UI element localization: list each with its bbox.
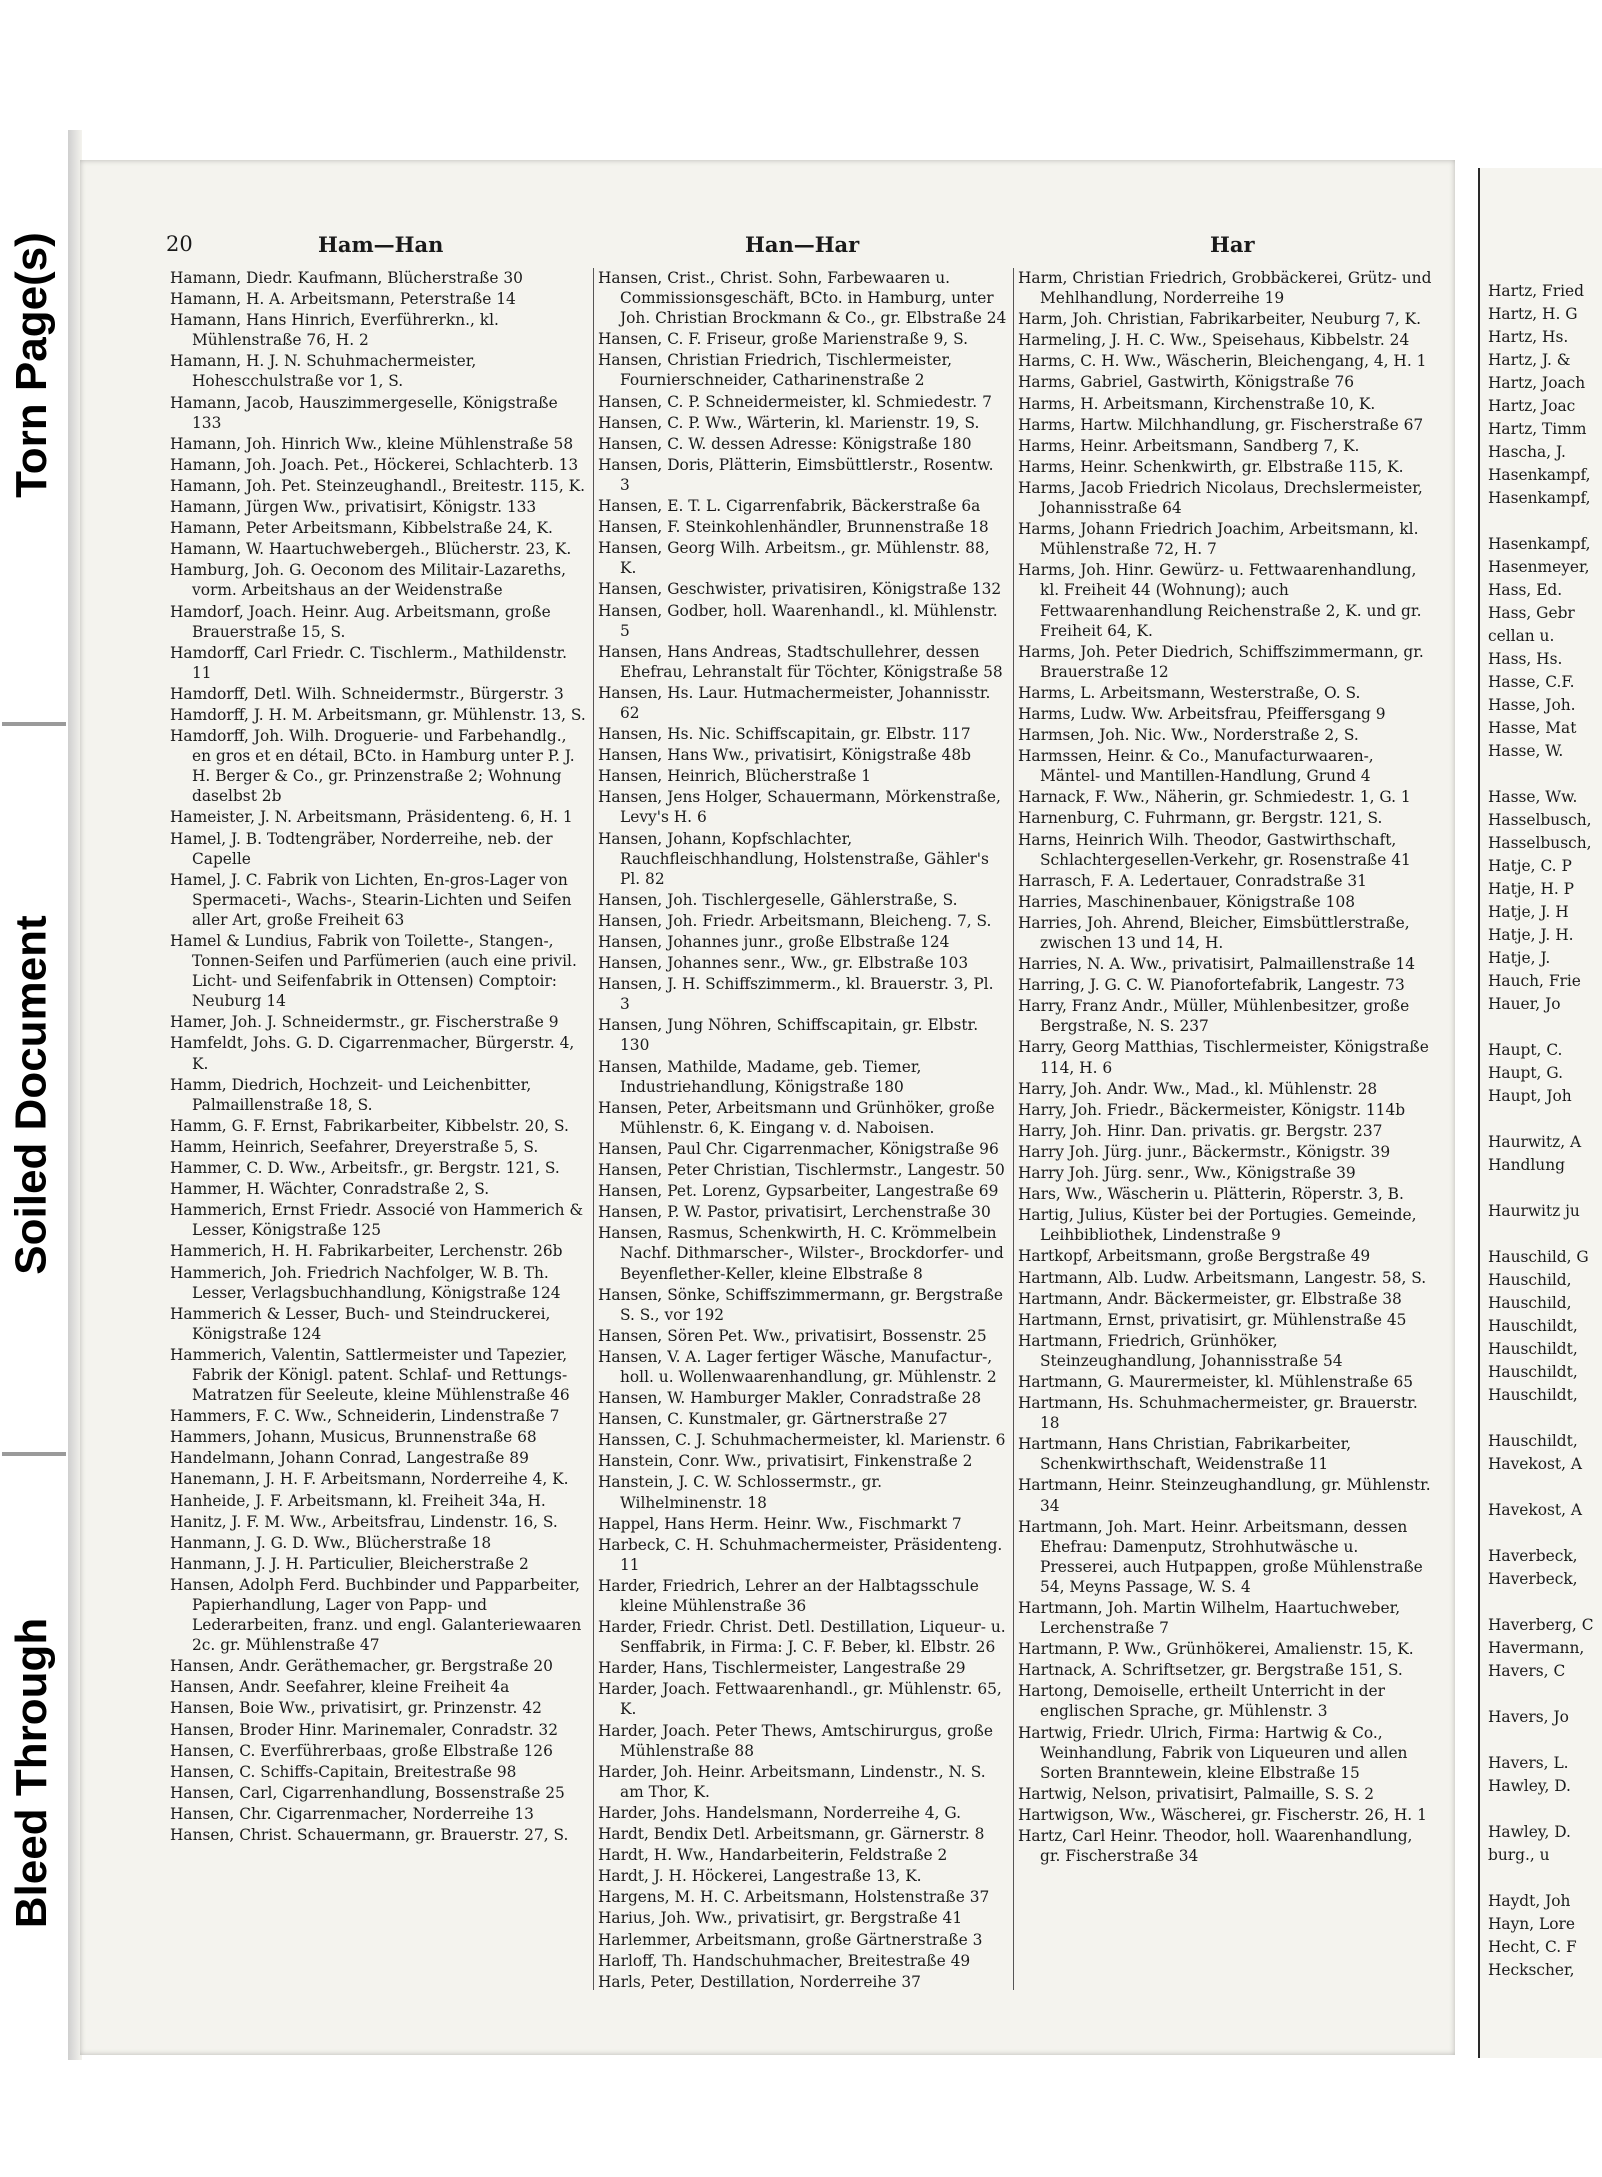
adjacent-entry-fragment — [1488, 1407, 1600, 1430]
sidebar — [0, 0, 70, 2177]
directory-entry: Harls, Peter, Destillation, Norderreihe 37 — [598, 1972, 921, 1991]
adjacent-entry-fragment — [1488, 763, 1600, 786]
directory-entry: Harder, Joach. Peter Thews, Amtschirurgus, große Mühlenstraße 88 — [598, 1721, 993, 1760]
directory-entry: Hansen, C. P. Ww., Wärterin, kl. Marienstr. 19, S. — [598, 413, 980, 432]
directory-entry: Hansen, F. Steinkohlenhändler, Brunnenstraße 18 — [598, 518, 989, 537]
directory-entry: Hartz, Carl Heinr. Theodor, holl. Waarenhandlung, gr. Fischerstraße 34 — [1018, 1827, 1413, 1866]
adjacent-entry-fragment — [1488, 1016, 1600, 1039]
directory-entry: Happel, Hans Herm. Heinr. Ww., Fischmarkt 7 — [598, 1514, 962, 1533]
directory-entry: Hamann, Jacob, Hauszimmergeselle, Königstraße 133 — [170, 393, 558, 432]
directory-entry: Hamdorf, Joach. Heinr. Aug. Arbeitsmann, große Brauerstraße 15, S. — [170, 602, 551, 641]
directory-entry: Harm, Joh. Christian, Fabrikarbeiter, Neuburg 7, K. — [1018, 310, 1422, 329]
adjacent-page-column — [1488, 280, 1600, 1979]
adjacent-entry-fragment: Hauschildt, — [1488, 1386, 1578, 1404]
adjacent-entry-fragment: Hauschild, G — [1488, 1248, 1589, 1266]
adjacent-entry-fragment: Hartz, Hs. — [1488, 328, 1569, 346]
directory-entry: Hanstein, J. C. W. Schlossermstr., gr. Wilhelminenstr. 18 — [598, 1473, 882, 1512]
adjacent-entry-fragment: cellan u. — [1488, 627, 1555, 645]
directory-entry: Hamel, J. C. Fabrik von Lichten, En-gros-Lager von Spermaceti-, Wachs-, Stearin-Lichten und Seifen aller Art, große Freiheit 63 — [170, 870, 572, 929]
adjacent-entry-fragment — [1488, 1591, 1600, 1614]
adjacent-entry-fragment: Haurwitz ju — [1488, 1202, 1580, 1220]
directory-entry: Hanmann, J. J. H. Particulier, Bleicherstraße 2 — [170, 1554, 529, 1573]
directory-entry: Hamann, Joh. Pet. Steinzeughandl., Breitestr. 115, K. — [170, 476, 586, 495]
adjacent-entry-fragment: Hasse, Ww. — [1488, 788, 1578, 806]
directory-entry: Hansen, Joh. Tischlergeselle, Gählerstraße, S. — [598, 890, 958, 909]
directory-entry: Hansen, Mathilde, Madame, geb. Tiemer, Industriehandlung, Königstraße 180 — [598, 1057, 922, 1096]
directory-entry: Harms, Hartw. Milchhandlung, gr. Fischerstraße 67 — [1018, 415, 1424, 434]
adjacent-entry-fragment: Haverbeck, — [1488, 1570, 1578, 1588]
directory-entry: Harms, C. H. Ww., Wäscherin, Bleichengang, 4, H. 1 — [1018, 352, 1427, 371]
directory-entry: Hartwig, Friedr. Ulrich, Firma: Hartwig & Co., Weinhandlung, Fabrik von Liqueuren und allen Sorten Branntewein, kleine Elbstraße 15 — [1018, 1723, 1408, 1782]
directory-entry: Harder, Hans, Tischlermeister, Langestraße 29 — [598, 1659, 966, 1678]
adjacent-entry-fragment: Hasse, W. — [1488, 742, 1564, 760]
directory-entry: Harms, Johann Friedrich Joachim, Arbeitsmann, kl. Mühlenstraße 72, H. 7 — [1018, 520, 1419, 559]
directory-entry: Hansen, Christian Friedrich, Tischlermeister, Fournierschneider, Catharinenstraße 2 — [598, 351, 953, 390]
directory-entry: Harder, Friedrich, Lehrer an der Halbtagsschule kleine Mühlenstraße 36 — [598, 1576, 979, 1615]
directory-entry: Harder, Joach. Fettwaarenhandl., gr. Mühlenstr. 65, K. — [598, 1680, 1002, 1719]
directory-entry: Hansen, Paul Chr. Cigarrenmacher, Königstraße 96 — [598, 1139, 999, 1158]
directory-entry: Hamdorff, J. H. M. Arbeitsmann, gr. Mühlenstr. 13, S. — [170, 705, 586, 724]
adjacent-entry-fragment — [1488, 1108, 1600, 1131]
directory-entry: Harries, Maschinenbauer, Königstraße 108 — [1018, 892, 1356, 911]
directory-entry: Hartmann, P. Ww., Grünhökerei, Amalienstr. 15, K. — [1018, 1640, 1414, 1659]
directory-entry: Hansen, V. A. Lager fertiger Wäsche, Manufactur-, holl. u. Wollenwaarenhandlung, gr. Mühlenstr. 2 — [598, 1347, 997, 1386]
directory-entry: Hansen, Doris, Plätterin, Eimsbüttlerstr., Rosentw. 3 — [598, 455, 994, 494]
directory-entry: Hartmann, Heinr. Steinzeughandlung, gr. Mühlenstr. 34 — [1018, 1476, 1431, 1515]
adjacent-entry-fragment: Hatje, J. — [1488, 949, 1551, 967]
directory-entry: Harms, Heinr. Schenkwirth, gr. Elbstraße 115, K. — [1018, 457, 1404, 476]
directory-entry: Harloff, Th. Handschuhmacher, Breitestraße 49 — [598, 1951, 971, 1970]
directory-entry: Hansen, P. W. Pastor, privatisirt, Lerchenstraße 30 — [598, 1203, 991, 1222]
adjacent-entry-fragment: Hawley, D. — [1488, 1823, 1571, 1841]
directory-entry: Hamel & Lundius, Fabrik von Toilette-, Stangen-, Tonnen-Seifen und Parfümerien (auch eine privil. Licht- und Seifenfabrik in Ottensen) Comptoir: Neuburg 14 — [170, 932, 577, 1011]
directory-entry: Hamer, Joh. J. Schneidermstr., gr. Fischerstraße 9 — [170, 1013, 559, 1032]
adjacent-entry-fragment: Haupt, C. — [1488, 1041, 1563, 1059]
adjacent-entry-fragment: Hasenkampf, — [1488, 535, 1591, 553]
directory-entry: Harry, Joh. Andr. Ww., Mad., kl. Mühlenstr. 28 — [1018, 1079, 1378, 1098]
adjacent-entry-fragment: Havekost, A — [1488, 1455, 1582, 1473]
directory-entry: Harms, Jacob Friedrich Nicolaus, Drechslermeister, Johannisstraße 64 — [1018, 478, 1423, 518]
directory-entry: Harms, H. Arbeitsmann, Kirchenstraße 10, K. — [1018, 394, 1376, 413]
directory-entry: Hamann, W. Haartuchwebergeh., Blücherstr. 23, K. — [170, 540, 572, 559]
directory-entry: Hansen, Joh. Friedr. Arbeitsmann, Bleicheng. 7, S. — [598, 911, 992, 930]
bleed-through-label: Bleed Through — [7, 1617, 56, 1928]
directory-entry: Hamm, Diedrich, Hochzeit- und Leichenbitter, Palmaillenstraße 18, S. — [170, 1075, 532, 1114]
directory-entry: Hansen, Hans Ww., privatisirt, Königstraße 48b — [598, 746, 971, 765]
directory-column-1 — [170, 268, 588, 1988]
page-number: 20 — [166, 232, 193, 256]
directory-entry: Harder, Friedr. Christ. Detl. Destillation, Liqueur- u. Senffabrik, in Firma: J. C. F. Beber, kl. Elbstr. 26 — [598, 1618, 1006, 1657]
adjacent-entry-fragment: Hass, Hs. — [1488, 650, 1563, 668]
directory-entry: Hammerich, Valentin, Sattlermeister und Tapezier, Fabrik der Königl. patent. Schlaf- und Rettungs-Matratzen für Seeleute, kleine Mühlenstraße 46 — [170, 1345, 570, 1405]
adjacent-entry-fragment: Havekost, A — [1488, 1501, 1582, 1519]
directory-entry: Hansen, E. T. L. Cigarrenfabrik, Bäckerstraße 6a — [598, 497, 981, 516]
directory-entry: Hansen, Johann, Kopfschlachter, Rauchfleischhandlung, Holstenstraße, Gähler's Pl. 82 — [598, 829, 989, 888]
adjacent-entry-fragment: Hauschildt, — [1488, 1317, 1578, 1335]
directory-entry: Hartmann, Hans Christian, Fabrikarbeiter, Schenkwirthschaft, Weidenstraße 11 — [1018, 1435, 1352, 1474]
adjacent-entry-fragment: Hasse, C.F. — [1488, 673, 1575, 691]
directory-entry: Hardt, Bendix Detl. Arbeitsmann, gr. Gärnerstr. 8 — [598, 1825, 985, 1844]
sidebar-separator — [2, 1452, 66, 1456]
adjacent-entry-fragment: Hauer, Jo — [1488, 995, 1561, 1013]
directory-entry: Hartmann, Friedrich, Grünhöker, Steinzeughandlung, Johannisstraße 54 — [1018, 1331, 1343, 1370]
adjacent-entry-fragment — [1488, 510, 1600, 533]
directory-column-3 — [1018, 268, 1436, 1988]
torn-pages-label: Torn Page(s) — [7, 232, 56, 498]
adjacent-entry-fragment: Hass, Gebr — [1488, 604, 1575, 622]
directory-entry: Hargens, M. H. C. Arbeitsmann, Holstenstraße 37 — [598, 1888, 990, 1907]
adjacent-entry-fragment — [1488, 1683, 1600, 1706]
directory-entry: Hammerich, Joh. Friedrich Nachfolger, W. B. Th. Lesser, Verlagsbuchhandlung, Königstraße 124 — [170, 1263, 561, 1302]
directory-entry: Hamm, Heinrich, Seefahrer, Dreyerstraße 5, S. — [170, 1137, 539, 1156]
adjacent-entry-fragment — [1488, 1223, 1600, 1246]
directory-entry: Hartmann, Ernst, privatisirt, gr. Mühlenstraße 45 — [1018, 1310, 1407, 1329]
directory-entry: Hansen, J. H. Schiffszimmerm., kl. Brauerstr. 3, Pl. 3 — [598, 975, 994, 1014]
directory-entry: Harius, Joh. Ww., privatisirt, gr. Bergstraße 41 — [598, 1909, 963, 1928]
directory-entry: Harry, Joh. Friedr., Bäckermeister, Königstr. 114b — [1018, 1100, 1406, 1119]
adjacent-entry-fragment — [1488, 1177, 1600, 1200]
adjacent-entry-fragment: Hatje, J. H — [1488, 903, 1569, 921]
directory-entry: Hammerich & Lesser, Buch- und Steindruckerei, Königstraße 124 — [170, 1304, 551, 1343]
directory-entry: Hamm, G. F. Ernst, Fabrikarbeiter, Kibbelstr. 20, S. — [170, 1116, 569, 1135]
directory-entry: Harry, Joh. Hinr. Dan. privatis. gr. Bergstr. 237 — [1018, 1121, 1383, 1140]
adjacent-entry-fragment — [1488, 1867, 1600, 1890]
column-heading-3: Har — [1210, 232, 1255, 257]
directory-entry: Hardt, J. H. Höckerei, Langestraße 13, K. — [598, 1867, 922, 1886]
directory-entry: Hanmann, J. G. D. Ww., Blücherstraße 18 — [170, 1533, 492, 1552]
directory-entry: Hammer, C. D. Ww., Arbeitsfr., gr. Bergstr. 121, S. — [170, 1159, 560, 1178]
directory-entry: Hansen, Hs. Laur. Hutmachermeister, Johannisstr. 62 — [598, 683, 991, 722]
soiled-document-label: Soiled Document — [7, 915, 56, 1275]
directory-entry: Hansen, Carl, Cigarrenhandlung, Bossenstraße 25 — [170, 1783, 565, 1802]
adjacent-entry-fragment — [1488, 1522, 1600, 1545]
directory-entry: Hanitz, J. F. M. Ww., Arbeitsfrau, Lindenstr. 16, S. — [170, 1512, 558, 1531]
directory-entry: Harm, Christian Friedrich, Grobbäckerei, Grütz- und Mehlhandlung, Norderreihe 19 — [1018, 269, 1432, 308]
adjacent-entry-fragment: burg., u — [1488, 1846, 1550, 1864]
directory-entry: Harms, Joh. Peter Diedrich, Schiffszimmermann, gr. Brauerstraße 12 — [1018, 642, 1424, 681]
directory-entry: Hamann, Joh. Joach. Pet., Höckerei, Schlachterb. 13 — [170, 455, 579, 474]
directory-entry: Harries, Joh. Ahrend, Bleicher, Eimsbüttlerstraße, zwischen 13 und 14, H. — [1018, 913, 1410, 952]
directory-entry: Harring, J. G. C. W. Pianofortefabrik, Langestr. 73 — [1018, 976, 1405, 995]
directory-entry: Hamel, J. B. Todtengräber, Norderreihe, neb. der Capelle — [170, 829, 553, 868]
directory-entry: Hartmann, Joh. Martin Wilhelm, Haartuchweber, Lerchenstraße 7 — [1018, 1599, 1401, 1638]
adjacent-entry-fragment: Handlung — [1488, 1156, 1565, 1174]
directory-entry: Hartmann, Joh. Mart. Heinr. Arbeitsmann, dessen Ehefrau: Damenputz, Strohhutwäsche u. Presserei, auch Hutpappen, große Mühlenstraße 54, Meyns Passage, W. S. 4 — [1018, 1517, 1423, 1596]
directory-entry: Harry Joh. Jürg. junr., Bäckermstr., Königstr. 39 — [1018, 1142, 1391, 1161]
directory-entry: Harms, Joh. Hinr. Gewürz- u. Fettwaarenhandlung, kl. Freiheit 44 (Wohnung); auch Fettwaarenhandlung Reichenstraße 2, K. und gr. Freiheit 64, K. — [1018, 561, 1422, 640]
directory-entry: Hansen, C. P. Schneidermeister, kl. Schmiedestr. 7 — [598, 392, 992, 411]
adjacent-entry-fragment: Hartz, J. & — [1488, 351, 1571, 369]
directory-entry: Harrasch, F. A. Ledertauer, Conradstraße 31 — [1018, 871, 1367, 890]
directory-entry: Hamfeldt, Johs. G. D. Cigarrenmacher, Bürgerstr. 4, K. — [170, 1034, 575, 1073]
directory-entry: Hartong, Demoiselle, ertheilt Unterricht in der englischen Sprache, gr. Mühlenstr. 3 — [1018, 1682, 1385, 1721]
directory-entry: Hansen, Heinrich, Blücherstraße 1 — [598, 767, 872, 786]
adjacent-entry-fragment: Haverbeck, — [1488, 1547, 1578, 1565]
adjacent-entry-fragment: Havers, L. — [1488, 1754, 1569, 1772]
adjacent-entry-fragment: Hayn, Lore — [1488, 1915, 1575, 1933]
directory-entry: Hamann, H. A. Arbeitsmann, Peterstraße 14 — [170, 290, 516, 309]
directory-entry: Hartig, Julius, Küster bei der Portugies. Gemeinde, Leihbibliothek, Lindenstraße 9 — [1018, 1206, 1417, 1245]
directory-entry: Hamann, Hans Hinrich, Everführerkn., kl. Mühlenstraße 76, H. 2 — [170, 311, 499, 350]
directory-entry: Hamdorff, Joh. Wilh. Droguerie- und Farbehandlg., en gros et en détail, BCto. in Hamburg unter P. J. H. Berger & Co., gr. Prinzenstraße 2; Wohnung daselbst 2b — [170, 727, 575, 806]
adjacent-entry-fragment: Hauschild, — [1488, 1271, 1572, 1289]
directory-entry: Hansen, Broder Hinr. Marinemaler, Conradstr. 32 — [170, 1720, 559, 1739]
directory-entry: Hansen, C. Kunstmaler, gr. Gärtnerstraße 27 — [598, 1410, 948, 1429]
directory-entry: Hansen, Pet. Lorenz, Gypsarbeiter, Langestraße 69 — [598, 1182, 999, 1201]
directory-entry: Hansen, Sören Pet. Ww., privatisirt, Bossenstr. 25 — [598, 1326, 987, 1345]
directory-entry: Harries, N. A. Ww., privatisirt, Palmaillenstraße 14 — [1018, 955, 1416, 974]
directory-entry: Hanstein, Conr. Ww., privatisirt, Finkenstraße 2 — [598, 1452, 973, 1471]
directory-entry: Hansen, W. Hamburger Makler, Conradstraße 28 — [598, 1389, 982, 1408]
directory-entry: Hansen, Sönke, Schiffszimmermann, gr. Bergstraße S. S., vor 192 — [598, 1285, 1003, 1324]
column-divider — [1013, 268, 1014, 1990]
directory-entry: Hanheide, J. F. Arbeitsmann, kl. Freiheit 34a, H. — [170, 1491, 546, 1510]
directory-entry: Hartmann, Hs. Schuhmachermeister, gr. Brauerstr. 18 — [1018, 1394, 1418, 1433]
directory-entry: Hamdorff, Detl. Wilh. Schneidermstr., Bürgerstr. 3 — [170, 684, 564, 703]
directory-entry: Harlemmer, Arbeitsmann, große Gärtnerstraße 3 — [598, 1930, 983, 1949]
directory-entry: Hansen, Chr. Cigarrenmacher, Norderreihe 13 — [170, 1804, 534, 1823]
adjacent-entry-fragment: Haurwitz, A — [1488, 1133, 1582, 1151]
directory-column-2 — [598, 268, 1008, 1991]
directory-entry: Harry Joh. Jürg. senr., Ww., Königstraße 39 — [1018, 1164, 1356, 1183]
adjacent-entry-fragment: Havers, Jo — [1488, 1708, 1569, 1726]
directory-entry: Hansen, Andr. Seefahrer, kleine Freiheit 4a — [170, 1678, 510, 1697]
adjacent-entry-fragment: Hartz, Timm — [1488, 420, 1587, 438]
adjacent-entry-fragment: Hatje, H. P — [1488, 880, 1575, 898]
adjacent-entry-fragment: Hass, Ed. — [1488, 581, 1563, 599]
directory-entry: Hansen, C. W. dessen Adresse: Königstraße 180 — [598, 434, 972, 453]
directory-entry: Harder, Johs. Handelsmann, Norderreihe 4, G. — [598, 1803, 961, 1822]
sidebar-separator — [2, 722, 66, 726]
directory-entry: Hardt, H. Ww., Handarbeiterin, Feldstraße 2 — [598, 1846, 948, 1865]
directory-entry: Hansen, Rasmus, Schenkwirth, H. C. Krömmelbein Nachf. Dithmarscher-, Wilster-, Brockdorfer- und Beyenflether-Keller, kleine Elbstraße 8 — [598, 1224, 1004, 1283]
adjacent-entry-fragment: Haupt, Joh — [1488, 1087, 1572, 1105]
column-heading-1: Ham—Han — [318, 232, 444, 257]
directory-entry: Hartnack, A. Schriftsetzer, gr. Bergstraße 151, S. — [1018, 1661, 1403, 1680]
directory-entry: Hansen, C. Schiffs-Capitain, Breitestraße 98 — [170, 1762, 517, 1781]
adjacent-entry-fragment: Hauschild, — [1488, 1294, 1572, 1312]
directory-entry: Hameister, J. N. Arbeitsmann, Präsidenteng. 6, H. 1 — [170, 808, 573, 827]
column-divider — [593, 268, 594, 1990]
directory-entry: Hartwig, Nelson, privatisirt, Palmaille, S. S. 2 — [1018, 1784, 1375, 1803]
column-heading-2: Han—Har — [745, 232, 860, 257]
directory-entry: Hamann, Joh. Hinrich Ww., kleine Mühlenstraße 58 — [170, 434, 574, 453]
adjacent-entry-fragment — [1488, 1729, 1600, 1752]
directory-entry: Harms, Gabriel, Gastwirth, Königstraße 76 — [1018, 373, 1355, 392]
adjacent-entry-fragment: Havers, C — [1488, 1662, 1566, 1680]
directory-entry: Harry, Franz Andr., Müller, Mühlenbesitzer, große Bergstraße, N. S. 237 — [1018, 997, 1410, 1036]
directory-entry: Hansen, Johannes senr., Ww., gr. Elbstraße 103 — [598, 954, 969, 973]
directory-entry: Hansen, C. F. Friseur, große Marienstraße 9, S. — [598, 330, 968, 349]
directory-entry: Hars, Ww., Wäscherin u. Plätterin, Röperstr. 3, B. — [1018, 1185, 1404, 1204]
directory-entry: Hansen, Peter, Arbeitsmann und Grünhöker, große Mühlenstr. 6, K. Eingang v. d. Naboisen. — [598, 1098, 995, 1137]
directory-entry: Hansen, Jens Holger, Schauermann, Mörkenstraße, Levy's H. 6 — [598, 788, 1001, 827]
directory-entry: Hansen, C. Everführerbaas, große Elbstraße 126 — [170, 1741, 553, 1760]
directory-entry: Hamann, Jürgen Ww., privatisirt, Königstr. 133 — [170, 498, 537, 517]
directory-entry: Harmsen, Joh. Nic. Ww., Norderstraße 2, S. — [1018, 726, 1359, 745]
directory-entry: Hansen, Boie Ww., privatisirt, gr. Prinzenstr. 42 — [170, 1699, 542, 1718]
adjacent-entry-fragment: Hawley, D. — [1488, 1777, 1571, 1795]
adjacent-entry-fragment: Hasselbusch, — [1488, 834, 1592, 852]
adjacent-entry-fragment: Heckscher, — [1488, 1961, 1575, 1979]
adjacent-entry-fragment: Haydt, Joh — [1488, 1892, 1571, 1910]
directory-entry: Hansen, Jung Nöhren, Schiffscapitain, gr. Elbstr. 130 — [598, 1016, 979, 1055]
directory-entry: Hammerich, H. H. Fabrikarbeiter, Lerchenstr. 26b — [170, 1242, 563, 1261]
directory-entry: Hammerich, Ernst Friedr. Associé von Hammerich & Lesser, Königstraße 125 — [170, 1201, 584, 1240]
directory-entry: Harnack, F. Ww., Näherin, gr. Schmiedestr. 1, G. 1 — [1018, 788, 1411, 807]
directory-entry: Hansen, Geschwister, privatisiren, Königstraße 132 — [598, 580, 1002, 599]
directory-entry: Harms, Ludw. Ww. Arbeitsfrau, Pfeiffersgang 9 — [1018, 704, 1386, 723]
directory-entry: Harry, Georg Matthias, Tischlermeister, Königstraße 114, H. 6 — [1018, 1038, 1429, 1077]
directory-entry: Hansen, Georg Wilh. Arbeitsm., gr. Mühlenstr. 88, K. — [598, 539, 990, 578]
adjacent-entry-fragment: Hartz, Joach — [1488, 374, 1586, 392]
adjacent-entry-fragment: Haverberg, C — [1488, 1616, 1594, 1634]
adjacent-entry-fragment: Hatje, C. P — [1488, 857, 1572, 875]
directory-entry: Hammers, Johann, Musicus, Brunnenstraße 68 — [170, 1428, 537, 1447]
directory-entry: Handelmann, Johann Conrad, Langestraße 89 — [170, 1449, 529, 1468]
adjacent-entry-fragment: Hasenkampf, — [1488, 489, 1591, 507]
directory-entry: Harmssen, Heinr. & Co., Manufacturwaaren-, Mäntel- und Mantillen-Handlung, Grund 4 — [1018, 747, 1374, 786]
adjacent-entry-fragment: Hartz, Fried — [1488, 282, 1584, 300]
directory-entry: Hartmann, Andr. Bäckermeister, gr. Elbstraße 38 — [1018, 1289, 1402, 1308]
directory-entry: Hanemann, J. H. F. Arbeitsmann, Norderreihe 4, K. — [170, 1470, 569, 1489]
directory-entry: Hansen, Andr. Geräthemacher, gr. Bergstraße 20 — [170, 1657, 553, 1676]
adjacent-entry-fragment — [1488, 1798, 1600, 1821]
adjacent-entry-fragment: Hartz, H. G — [1488, 305, 1578, 323]
adjacent-entry-fragment: Hartz, Joac — [1488, 397, 1576, 415]
directory-entry: Hansen, Peter Christian, Tischlermstr., Langestr. 50 — [598, 1161, 1005, 1180]
directory-entry: Hartmann, Alb. Ludw. Arbeitsmann, Langestr. 58, S. — [1018, 1268, 1427, 1287]
adjacent-entry-fragment: Havermann, — [1488, 1639, 1585, 1657]
directory-entry: Hansen, Christ. Schauermann, gr. Brauerstr. 27, S. — [170, 1826, 569, 1845]
directory-entry: Harder, Joh. Heinr. Arbeitsmann, Lindenstr., N. S. am Thor, K. — [598, 1762, 986, 1801]
directory-entry: Harnenburg, C. Fuhrmann, gr. Bergstr. 121, S. — [1018, 809, 1383, 828]
directory-entry: Hamann, Peter Arbeitsmann, Kibbelstraße 24, K. — [170, 519, 553, 538]
adjacent-entry-fragment: Hasselbusch, — [1488, 811, 1592, 829]
adjacent-entry-fragment: Hascha, J. — [1488, 443, 1566, 461]
directory-entry: Harms, Heinr. Arbeitsmann, Sandberg 7, K. — [1018, 436, 1360, 455]
directory-entry: Hansen, Hs. Nic. Schiffscapitain, gr. Elbstr. 117 — [598, 725, 971, 744]
directory-entry: Hartkopf, Arbeitsmann, große Bergstraße 49 — [1018, 1247, 1371, 1266]
adjacent-entry-fragment: Hasenkampf, — [1488, 466, 1591, 484]
directory-entry: Hansen, Hans Andreas, Stadtschullehrer, dessen Ehefrau, Lehranstalt für Töchter, Königstraße 58 — [598, 642, 1003, 681]
adjacent-entry-fragment: Hatje, J. H. — [1488, 926, 1574, 944]
directory-entry: Harms, L. Arbeitsmann, Westerstraße, O. S. — [1018, 683, 1361, 702]
adjacent-entry-fragment: Hasse, Mat — [1488, 719, 1577, 737]
directory-entry: Hammer, H. Wächter, Conradstraße 2, S. — [170, 1180, 490, 1199]
directory-entry: Hamann, Diedr. Kaufmann, Blücherstraße 30 — [170, 269, 523, 287]
directory-entry: Hamburg, Joh. G. Oeconom des Militair-Lazareths, vorm. Arbeitshaus an der Weidenstraße — [170, 561, 567, 600]
directory-entry: Hansen, Crist., Christ. Sohn, Farbewaaren u. Commissionsgeschäft, BCto. in Hamburg, unter Joh. Christian Brockmann & Co., gr. Elbstraße 24 — [598, 269, 1007, 328]
adjacent-entry-fragment: Hasenmeyer, — [1488, 558, 1590, 576]
directory-entry: Hamann, H. J. N. Schuhmachermeister, Hohescchulstraße vor 1, S. — [170, 352, 477, 391]
adjacent-entry-fragment: Hauschildt, — [1488, 1363, 1578, 1381]
directory-entry: Hansen, Godber, holl. Waarenhandl., kl. Mühlenstr. 5 — [598, 601, 998, 640]
directory-entry: Hansen, Adolph Ferd. Buchbinder und Papparbeiter, Papierhandlung, Lager von Papp- und Lederarbeiten, franz. und engl. Galanteriewaaren 2c. gr. Mühlenstraße 47 — [170, 1575, 582, 1655]
adjacent-entry-fragment: Hauschildt, — [1488, 1432, 1578, 1450]
adjacent-entry-fragment: Hauch, Frie — [1488, 972, 1581, 990]
directory-entry: Hansen, Johannes junr., große Elbstraße 124 — [598, 933, 950, 951]
adjacent-entry-fragment — [1488, 1476, 1600, 1499]
adjacent-entry-fragment: Haupt, G. — [1488, 1064, 1563, 1082]
directory-entry: Hammers, F. C. Ww., Schneiderin, Lindenstraße 7 — [170, 1407, 560, 1426]
adjacent-entry-fragment: Hauschildt, — [1488, 1340, 1578, 1358]
directory-entry: Hartmann, G. Maurermeister, kl. Mühlenstraße 65 — [1018, 1372, 1414, 1391]
directory-entry: Harbeck, C. H. Schuhmachermeister, Präsidenteng. 11 — [598, 1535, 1003, 1574]
directory-entry: Hanssen, C. J. Schuhmachermeister, kl. Marienstr. 6 — [598, 1431, 1006, 1450]
directory-entry: Hamdorff, Carl Friedr. C. Tischlerm., Mathildenstr. 11 — [170, 643, 568, 682]
adjacent-entry-fragment: Hecht, C. F — [1488, 1938, 1577, 1956]
directory-entry: Harns, Heinrich Wilh. Theodor, Gastwirthschaft, Schlachtergesellen-Verkehr, gr. Rosenstraße 41 — [1018, 830, 1411, 869]
adjacent-entry-fragment: Hasse, Joh. — [1488, 696, 1576, 714]
directory-entry: Harmeling, J. H. C. Ww., Speisehaus, Kibbelstr. 24 — [1018, 331, 1410, 350]
directory-entry: Hartwigson, Ww., Wäscherei, gr. Fischerstr. 26, H. 1 — [1018, 1805, 1427, 1824]
